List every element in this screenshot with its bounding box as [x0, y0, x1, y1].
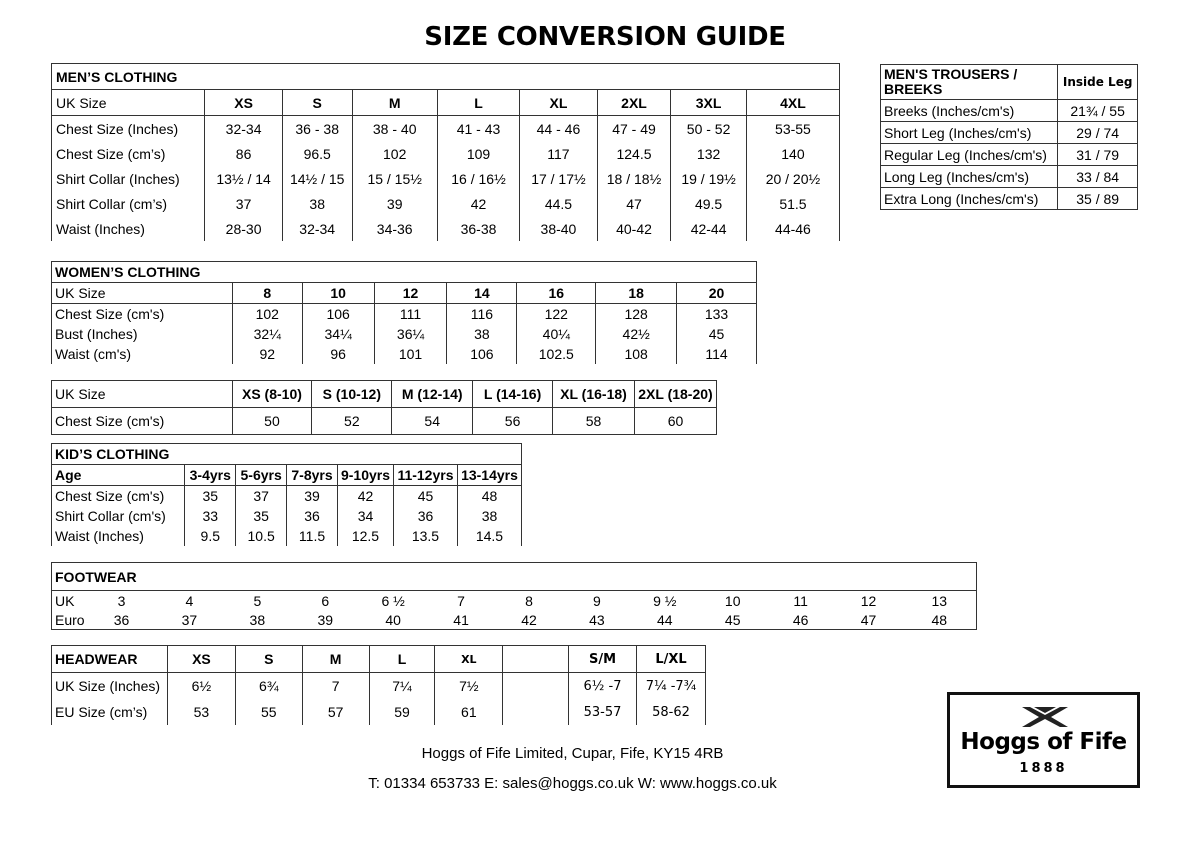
table-cell: 19 / 19½ — [671, 166, 747, 191]
table-cell: 13½ / 14 — [205, 166, 283, 191]
row-label: Chest Size (cm's) — [52, 304, 233, 325]
header-cell: 5-6yrs — [236, 465, 287, 486]
table-cell: 7½ — [435, 673, 503, 700]
row-label: EU Size (cm’s) — [52, 699, 168, 725]
header-cell: XL — [435, 646, 503, 673]
table-cell: 7¼ -7¾ — [636, 673, 705, 700]
table-cell: 37 — [205, 191, 283, 216]
header-cell: S — [235, 646, 302, 673]
header-cell: XL (16-18) — [553, 381, 635, 408]
table-row — [52, 324, 757, 344]
row-label: Waist (Inches) — [52, 526, 185, 546]
table-cell: 128 — [596, 304, 677, 325]
header-cell: M — [352, 90, 437, 116]
table-cell: 61 — [435, 699, 503, 725]
kids-clothing-table — [51, 443, 522, 546]
table-cell: 6 ½ — [381, 592, 405, 609]
table-cell: 28-30 — [205, 216, 283, 241]
table-cell: 58 — [553, 408, 635, 435]
table-cell: 56 — [473, 408, 553, 435]
table-cell: 13 — [902, 591, 976, 611]
row-label: Regular Leg (Inches/cm's) — [881, 144, 1058, 166]
table-cell: 11 — [793, 592, 808, 609]
table-cell: 133 — [677, 304, 757, 325]
table-cell: 38 - 40 — [352, 116, 437, 142]
table-cell: 41 — [427, 610, 495, 630]
table-cell: 6½ -7 — [569, 673, 637, 700]
table-cell: 39 — [287, 486, 338, 507]
table-cell: 109 — [437, 141, 519, 166]
womens-letter-size-table — [51, 380, 717, 435]
table-row — [881, 100, 1138, 122]
table-cell: 124.5 — [597, 141, 671, 166]
header-cell: L — [369, 646, 435, 673]
header-cell: XS (8-10) — [232, 381, 312, 408]
table-row — [52, 506, 522, 526]
table-row — [52, 344, 757, 364]
table-cell: 41 - 43 — [437, 116, 519, 142]
row-label: Euro — [52, 610, 88, 630]
table-cell: 11.5 — [287, 526, 338, 546]
table-cell: 14.5 — [457, 526, 521, 546]
table-cell: 6½ — [167, 673, 235, 700]
womens-clothing-table — [51, 261, 757, 364]
header-cell: 12 — [374, 283, 447, 304]
row-label: Extra Long (Inches/cm's) — [881, 188, 1058, 210]
table-cell: 108 — [596, 344, 677, 364]
table-cell: 47 — [835, 610, 903, 630]
row-label: Breeks (Inches/cm's) — [881, 100, 1058, 122]
table-cell: 37 — [155, 610, 223, 630]
table-cell: 101 — [374, 344, 447, 364]
table-cell: 35 — [236, 506, 287, 526]
table-cell: 29 / 74 — [1058, 122, 1138, 144]
kids-header-row — [52, 465, 522, 486]
womens2-body — [52, 408, 717, 435]
table-row — [52, 526, 522, 546]
table-cell: 59 — [369, 699, 435, 725]
header-cell: L — [437, 90, 519, 116]
header-cell: S — [282, 90, 352, 116]
womens-heading: WOMEN’S CLOTHING — [52, 262, 757, 283]
table-row — [881, 166, 1138, 188]
table-cell: 16 / 16½ — [437, 166, 519, 191]
table-cell: 35 — [185, 486, 236, 507]
table-cell: 36 — [287, 506, 338, 526]
header-cell: S (10-12) — [312, 381, 392, 408]
header-cell: 14 — [447, 283, 517, 304]
header-cell: 8 — [232, 283, 302, 304]
table-cell — [503, 699, 569, 725]
table-cell: 3 — [117, 592, 126, 609]
header-cell: 2XL (18-20) — [634, 381, 716, 408]
table-row — [52, 673, 706, 700]
table-cell: 111 — [374, 304, 447, 325]
table-cell: 60 — [634, 408, 716, 435]
header-cell: M (12-14) — [392, 381, 473, 408]
table-cell: 106 — [302, 304, 374, 325]
table-row — [52, 141, 840, 166]
header-cell: L/XL — [636, 646, 705, 673]
table-cell: 14½ / 15 — [282, 166, 352, 191]
table-cell: 47 - 49 — [597, 116, 671, 142]
table-cell: 50 — [232, 408, 312, 435]
header-cell: 13-14yrs — [457, 465, 521, 486]
table-cell: 9 ½ — [653, 592, 677, 609]
table-cell: 21¾ / 55 — [1058, 100, 1138, 122]
table-cell: 33 / 84 — [1058, 166, 1138, 188]
table-cell: 47 — [597, 191, 671, 216]
row-label: Shirt Collar (cm’s) — [52, 191, 205, 216]
table-cell: 58-62 — [636, 699, 705, 725]
table-cell: 102 — [232, 304, 302, 325]
header-cell: M — [302, 646, 369, 673]
table-cell: 37 — [236, 486, 287, 507]
table-cell: 13.5 — [394, 526, 458, 546]
table-cell: 42 — [337, 486, 393, 507]
header-cell: UK Size — [52, 90, 205, 116]
table-cell: 96 — [302, 344, 374, 364]
header-cell: 11-12yrs — [394, 465, 458, 486]
mens-header-row — [52, 90, 840, 116]
table-cell: 52 — [312, 408, 392, 435]
header-cell: 18 — [596, 283, 677, 304]
headwear-header-row — [52, 646, 706, 673]
table-cell: 39 — [291, 610, 359, 630]
company-contact: T: 01334 653733 E: sales@hoggs.co.uk W: www.hoggs.co.uk — [368, 775, 777, 792]
table-cell: 38 — [447, 324, 517, 344]
table-cell: 36-38 — [437, 216, 519, 241]
saltire-icon — [1022, 707, 1068, 727]
table-cell: 38 — [457, 506, 521, 526]
table-cell: 53 — [167, 699, 235, 725]
table-cell: 42 — [495, 610, 563, 630]
header-cell: XS — [205, 90, 283, 116]
table-cell: 42½ — [596, 324, 677, 344]
table-cell: 40 — [359, 610, 427, 630]
table-cell: 46 — [767, 610, 835, 630]
header-cell: 9-10yrs — [337, 465, 393, 486]
header-cell: 2XL — [597, 90, 671, 116]
table-row — [52, 591, 977, 611]
header-cell: L (14-16) — [473, 381, 553, 408]
table-row — [881, 122, 1138, 144]
table-cell: 44 - 46 — [520, 116, 598, 142]
table-cell: 40¼ — [517, 324, 596, 344]
logo-name: Hoggs of Fife — [960, 729, 1127, 755]
row-label: Short Leg (Inches/cm's) — [881, 122, 1058, 144]
table-cell: 122 — [517, 304, 596, 325]
footwear-heading: FOOTWEAR — [52, 563, 977, 591]
table-cell: 45 — [699, 610, 767, 630]
table-cell: 55 — [235, 699, 302, 725]
table-cell: 7¼ — [369, 673, 435, 700]
company-address: Hoggs of Fife Limited, Cupar, Fife, KY15 4RB — [421, 745, 724, 762]
table-cell: 54 — [392, 408, 473, 435]
header-cell: 3-4yrs — [185, 465, 236, 486]
row-label: Shirt Collar (cm's) — [52, 506, 185, 526]
table-cell: 36¼ — [374, 324, 447, 344]
row-label: Chest Size (Inches) — [52, 116, 205, 142]
page-title: SIZE CONVERSION GUIDE — [424, 22, 786, 52]
kids-heading: KID’S CLOTHING — [52, 444, 522, 465]
row-label: Shirt Collar (Inches) — [52, 166, 205, 191]
table-cell: 15 / 15½ — [352, 166, 437, 191]
logo-year: 1888 — [1019, 761, 1068, 776]
table-cell: 50 - 52 — [671, 116, 747, 142]
row-label: Chest Size (cm's) — [52, 408, 233, 435]
header-cell: S/M — [569, 646, 637, 673]
hoggs-of-fife-logo — [947, 692, 1140, 788]
table-cell: 32¼ — [232, 324, 302, 344]
table-row — [52, 166, 840, 191]
table-row — [52, 304, 757, 325]
mens-clothing-table — [51, 63, 840, 241]
table-row — [52, 191, 840, 216]
table-cell: 32-34 — [282, 216, 352, 241]
table-row — [52, 486, 522, 507]
table-cell: 51.5 — [746, 191, 839, 216]
table-cell: 36 - 38 — [282, 116, 352, 142]
table-cell: 36 — [394, 506, 458, 526]
header-cell: UK Size — [52, 283, 233, 304]
table-cell: 7 — [302, 673, 369, 700]
header-cell: 7-8yrs — [287, 465, 338, 486]
table-cell: 10 — [724, 592, 741, 609]
table-row — [881, 188, 1138, 210]
table-cell: 86 — [205, 141, 283, 166]
table-cell: 44 — [631, 610, 699, 630]
header-cell: 4XL — [746, 90, 839, 116]
table-cell: 42 — [437, 191, 519, 216]
table-cell: 48 — [902, 610, 976, 630]
table-cell: 96.5 — [282, 141, 352, 166]
row-label: Long Leg (Inches/cm's) — [881, 166, 1058, 188]
table-cell: 57 — [302, 699, 369, 725]
row-label: Chest Size (cm’s) — [52, 141, 205, 166]
womens-header-row — [52, 283, 757, 304]
table-cell: 36 — [88, 610, 156, 630]
table-cell: 20 / 20½ — [746, 166, 839, 191]
table-cell: 9.5 — [185, 526, 236, 546]
table-row — [52, 699, 706, 725]
table-cell: 34-36 — [352, 216, 437, 241]
header-cell: 16 — [517, 283, 596, 304]
table-cell: 43 — [563, 610, 631, 630]
table-cell: 8 — [525, 592, 533, 609]
table-cell: 6 — [321, 592, 330, 609]
header-cell: XS — [167, 646, 235, 673]
table-cell: 116 — [447, 304, 517, 325]
header-cell: XL — [520, 90, 598, 116]
table-cell: 5 — [253, 592, 262, 609]
table-cell: 45 — [394, 486, 458, 507]
table-cell: 9 — [592, 592, 601, 609]
trousers-heading: MEN'S TROUSERS / BREEKS — [881, 65, 1058, 100]
kids-body — [52, 486, 522, 547]
table-cell: 44.5 — [520, 191, 598, 216]
table-cell: 49.5 — [671, 191, 747, 216]
inside-leg-header: Inside Leg — [1058, 65, 1138, 100]
table-cell: 35 / 89 — [1058, 188, 1138, 210]
table-row — [52, 216, 840, 241]
table-cell: 102 — [352, 141, 437, 166]
table-cell: 31 / 79 — [1058, 144, 1138, 166]
table-cell: 18 / 18½ — [597, 166, 671, 191]
table-cell: 40-42 — [597, 216, 671, 241]
table-cell: 132 — [671, 141, 747, 166]
table-cell: 53-55 — [746, 116, 839, 142]
table-cell — [503, 673, 569, 700]
row-label: Bust (Inches) — [52, 324, 233, 344]
headwear-body — [52, 673, 706, 726]
table-cell: 140 — [746, 141, 839, 166]
table-cell: 4 — [185, 592, 194, 609]
footwear-body — [52, 591, 977, 630]
table-cell: 39 — [352, 191, 437, 216]
header-cell: 10 — [302, 283, 374, 304]
table-row — [52, 610, 977, 630]
header-cell: HEADWEAR — [52, 646, 168, 673]
table-cell: 32-34 — [205, 116, 283, 142]
trousers-body — [881, 100, 1138, 210]
headwear-table — [51, 645, 706, 725]
row-label: Waist (cm's) — [52, 344, 233, 364]
womens2-header-row — [52, 381, 717, 408]
table-cell: 12.5 — [337, 526, 393, 546]
footwear-table — [51, 562, 977, 630]
table-cell: 45 — [677, 324, 757, 344]
mens-trousers-table — [880, 64, 1138, 210]
row-label: UK — [52, 591, 88, 611]
table-cell: 48 — [457, 486, 521, 507]
table-cell: 117 — [520, 141, 598, 166]
row-label: UK Size (Inches) — [52, 673, 168, 700]
table-cell: 92 — [232, 344, 302, 364]
table-cell: 44-46 — [746, 216, 839, 241]
table-cell: 7 — [457, 592, 465, 609]
mens-heading: MEN’S CLOTHING — [52, 64, 840, 90]
table-cell: 34 — [337, 506, 393, 526]
table-cell: 42-44 — [671, 216, 747, 241]
table-cell: 38 — [282, 191, 352, 216]
mens-body — [52, 116, 840, 242]
table-cell: 114 — [677, 344, 757, 364]
table-cell: 34¼ — [302, 324, 374, 344]
table-cell: 38 — [223, 610, 291, 630]
row-label: Chest Size (cm's) — [52, 486, 185, 507]
header-cell: 3XL — [671, 90, 747, 116]
row-label: Waist (Inches) — [52, 216, 205, 241]
table-cell: 6¾ — [235, 673, 302, 700]
header-cell — [503, 646, 569, 673]
header-cell: UK Size — [52, 381, 233, 408]
table-cell: 10.5 — [236, 526, 287, 546]
table-row — [881, 144, 1138, 166]
table-cell: 12 — [860, 592, 877, 609]
table-cell: 33 — [185, 506, 236, 526]
table-cell: 106 — [447, 344, 517, 364]
header-cell: Age — [52, 465, 185, 486]
header-cell: 20 — [677, 283, 757, 304]
table-row — [52, 116, 840, 142]
womens-body — [52, 304, 757, 365]
table-cell: 38-40 — [520, 216, 598, 241]
table-cell: 53-57 — [569, 699, 637, 725]
table-cell: 102.5 — [517, 344, 596, 364]
table-cell: 17 / 17½ — [520, 166, 598, 191]
table-row — [52, 408, 717, 435]
